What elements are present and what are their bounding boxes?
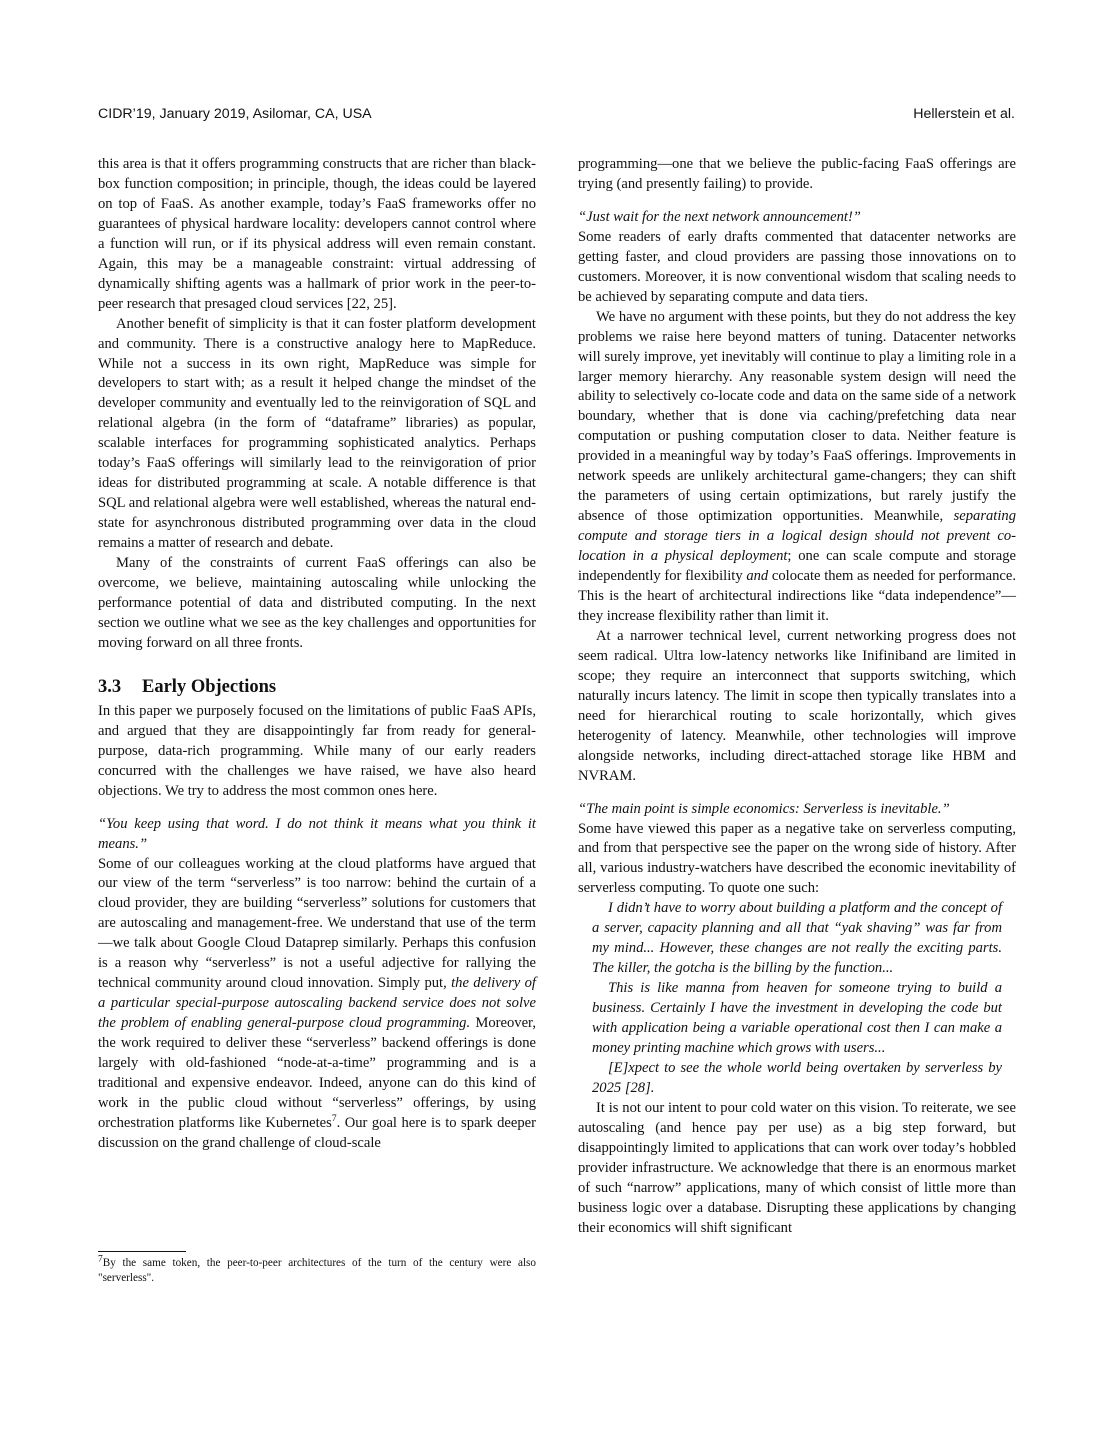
right-column (578, 155, 1016, 1239)
objection-heading: “You keep using that word. I do not think it means what you think it means.” (98, 815, 536, 852)
quote-paragraph: I didn’t have to worry about building a platform and the concept of a server, capacity planning and all that “yak shaving” was far from my mind... However, these changes are not really the exciting parts. The killer, the gotcha is the billing by the function... (592, 900, 1002, 977)
text-run: ; one can scale compute and storage independently for flexibility (578, 548, 1016, 585)
paragraph: It is not our intent to pour cold water on this vision. To reiterate, we see autoscaling (and hence pay per use) as a big step forward, but disappointingly limited to applications that can work over today’s hobbled provider infrastructure. We acknowledge that there is an enormous market of such “narrow” applications, many of which consist of little more than business logic over a database. Disrupting these applications by changing their economics will shift significant (578, 1099, 1016, 1236)
footnote-text: By the same token, the peer-to-peer architectures of the turn of the century were also "serverless". (98, 1257, 536, 1284)
running-header (98, 106, 1015, 126)
paragraph (578, 308, 1016, 627)
text-run: colocate them as needed for performance. This is the heart of architectural indirections like “data independence”—they increase flexibility rather than limit it. (578, 568, 1016, 624)
paragraph: Many of the constraints of current FaaS offerings can also be overcome, we believe, maintaining autoscaling while unlocking the performance potential of data and distributed computing. In the next section we outline what we see as the key challenges and opportunities for moving forward on all three fronts. (98, 555, 536, 651)
left-column (98, 155, 536, 1154)
paragraph: programming—one that we believe the public-facing FaaS offerings are trying (and presently failing) to provide. (578, 156, 1016, 192)
emphasis-text: separating compute and storage tiers in a logical design should not prevent co-location in a physical deployment (578, 508, 1016, 565)
objection-heading: “The main point is simple economics: Serverless is inevitable.” (578, 800, 950, 817)
text-run: Some of our colleagues working at the cloud platforms have argued that our view of the term “serverless” is too narrow: behind the curtain of a cloud provider, they are building “serverless” solutions for customers that are autoscaling and management-free. We understand that use of the term—we talk about Google Cloud Dataprep similarly. Perhaps this confusion is a reason why “serverless” is not a useful adjective for rallying the technical community around cloud innovation. Simply put, (98, 855, 536, 992)
emphasis-text: the delivery of a particular special-purpose autoscaling backend service does not solve the problem of enabling general-purpose cloud programming. (98, 975, 536, 1032)
block-quote (578, 899, 1016, 1099)
paragraph: Another benefit of simplicity is that it can foster platform development and community. There is a constructive analogy here to MapReduce. While not a success in its own right, MapReduce was simple for developers to start with; as a result it helped change the mindset of the developer community and eventually led to the reinvigoration of SQL and relational algebra (in the form of “dataframe” libraries) as popular, scalable interfaces for programming sophisticated analytics. Perhaps today’s FaaS offerings will similarly lead to the reinvigoration of prior ideas for distributed programming at scale. A notable difference is that SQL and relational algebra were well established, whereas the natural end-state for asynchronous distributed programming over data in the cloud remains a matter of research and debate. (98, 315, 536, 552)
footnote-reference[interactable]: 7 (331, 1114, 337, 1125)
text-run: . Our goal here is to spark deeper discussion on the grand challenge of cloud-scale (98, 1114, 536, 1151)
paragraph: this area is that it offers programming constructs that are richer than black-box function composition; in principle, though, the ideas could be layered on top of FaaS. As another example, today’s FaaS frameworks offer no guarantees of physical hardware locality: developers cannot control where a function will run, or if its physical address will even remain constant. Again, this may be a manageable constraint: virtual addressing of dynamically shifting agents was a hallmark of prior work in the peer-to-peer research that presaged cloud services [22, 25]. (98, 156, 536, 312)
footnote-marker: 7 (98, 1254, 103, 1265)
paragraph: Some have viewed this paper as a negative take on serverless computing, and from that perspective see the paper on the wrong side of history. After all, various industry-watchers have described the economic inevitability of serverless computing. To quote one such: (578, 820, 1016, 897)
footnote-divider (98, 1251, 186, 1252)
quote-paragraph: [E]xpect to see the whole world being overtaken by serverless by 2025 [28]. (592, 1059, 1002, 1096)
paragraph: Some readers of early drafts commented that datacenter networks are getting faster, and cloud providers are passing those innovations on to customers. Moreover, it is now conventional wisdom that scaling needs to be achieved by separating compute and data tiers. (578, 228, 1016, 305)
section-heading (98, 676, 536, 698)
text-run: Moreover, the work required to deliver these “serverless” backend offerings is done largely with old-fashioned “node-at-a-time” programming and is a traditional and expensive endeavor. Indeed, anyone can do this kind of work in the public cloud without “serverless” offerings, by using orchestration platforms like Kubernetes (98, 1015, 536, 1131)
objection-heading: “Just wait for the next network announcement!” (578, 208, 861, 225)
section-title: Early Objections (142, 676, 277, 697)
emphasis-text: and (746, 568, 769, 585)
section-number: 3.3 (98, 676, 122, 697)
paragraph: In this paper we purposely focused on the limitations of public FaaS APIs, and argued that they are disappointingly far from ready for general-purpose, data-rich programming. While many of our early readers concurred with the challenges we have raised, we have also heard objections. We try to address the most common ones here. (98, 702, 536, 799)
paragraph (98, 855, 536, 1154)
quote-paragraph: This is like manna from heaven for someone trying to build a business. Certainly I have the investment in developing the code but with application being a variable operational cost then I can make a money printing machine which grows with users... (592, 980, 1002, 1056)
author-running-head: Hellerstein et al. (913, 106, 1015, 122)
conference-info: CIDR’19, January 2019, Asilomar, CA, USA (98, 106, 372, 122)
paragraph: At a narrower technical level, current networking progress does not seem radical. Ultra low-latency networks like Inifiniband are limited in scope; they require an interconnect that supports switching, which naturally incurs latency. The limit in scope then typically translates into a need for hierarchical routing to scale horizontally, which gives heterogenity of latency. Meanwhile, other technologies will improve alongside networks, including direct-attached storage like HBM and NVRAM. (578, 627, 1016, 784)
text-run: We have no argument with these points, but they do not address the key problems we raise here beyond matters of tuning. Datacenter networks will surely improve, yet inevitably will continue to play a limiting role in a larger memory hierarchy. Any reasonable system design will need the ability to selectively co-locate code and data on the same side of a network boundary, whether that is done via caching/prefetching data near computation or pushing computation closer to data. Neither feature is provided in a meaningful way by today’s FaaS offerings. Improvements in network speeds are unlikely architectural game-changers; they can shift the parameters of using certain optimizations, but rarely justify the absence of those optimization opportunities. Meanwhile, (578, 308, 1016, 525)
footnote (98, 1256, 536, 1285)
